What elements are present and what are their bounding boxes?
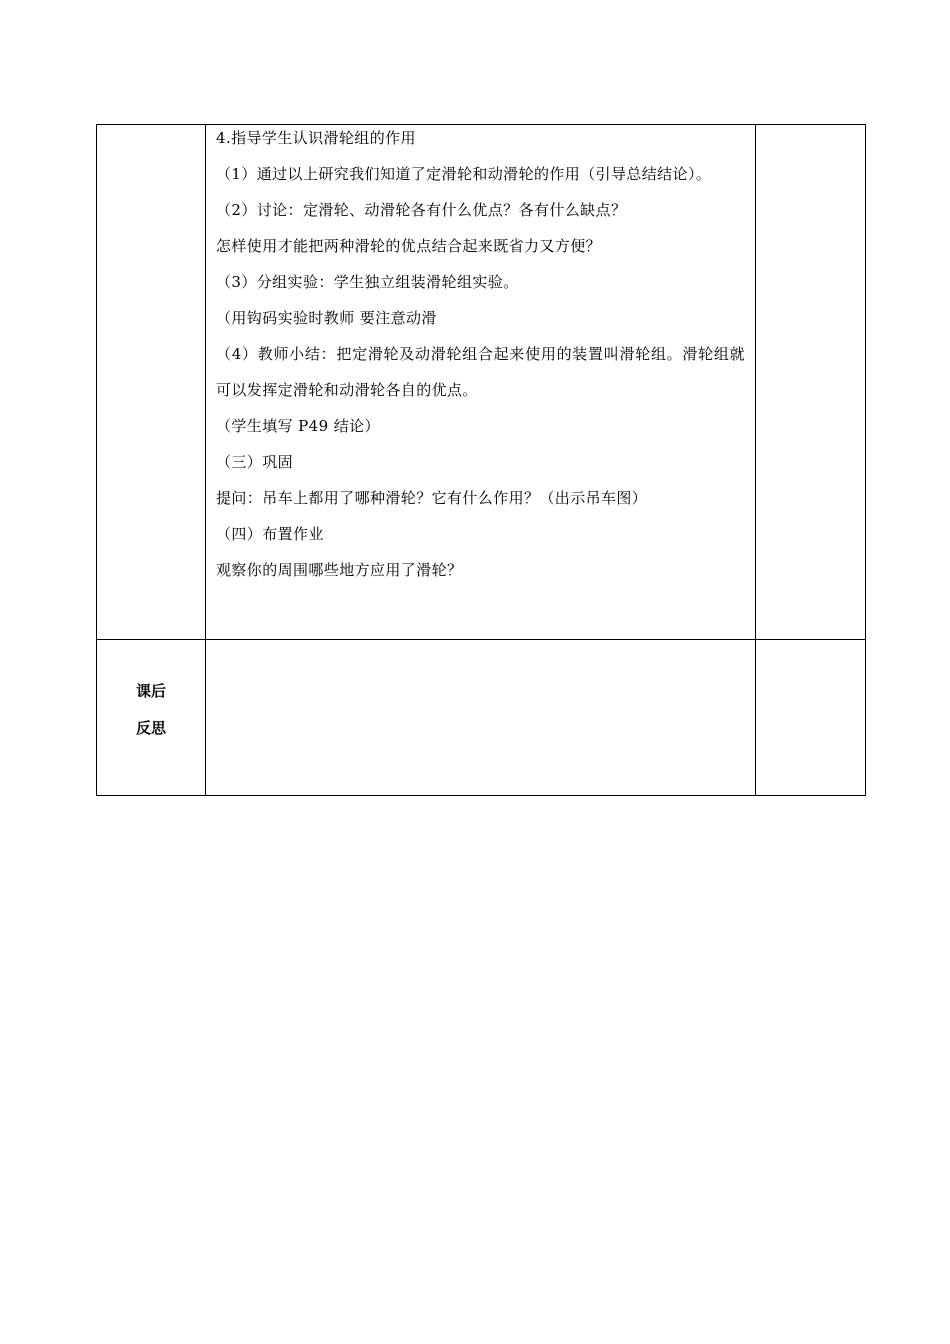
content-line: （2）讨论：定滑轮、动滑轮各有什么优点？各有什么缺点？	[216, 201, 627, 219]
lesson-plan-table	[96, 124, 866, 796]
content-line: 提问：吊车上都用了哪种滑轮？它有什么作用？（出示吊车图）	[216, 489, 648, 507]
content-line: （4）教师小结：把定滑轮及动滑轮组合起来使用的装置叫滑轮组。滑轮组就可以发挥定滑轮和动滑轮各自的优点。	[216, 345, 745, 399]
content-line: （学生填写 P49 结论）	[216, 417, 380, 435]
content-line: （1）通过以上研究我们知道了定滑轮和动滑轮的作用（引导总结结论）。	[216, 165, 712, 183]
content-line: （用钩码实验时教师 要注意动滑	[216, 309, 437, 327]
reflection-notes-cell	[756, 640, 866, 796]
content-line: （3）分组实验：学生独立组装滑轮组实验。	[216, 273, 519, 291]
content-line: （三）巩固	[216, 453, 294, 471]
content-line: 观察你的周围哪些地方应用了滑轮？	[216, 561, 463, 579]
row-label-cell	[97, 125, 206, 640]
content-line: （四）布置作业	[216, 525, 324, 543]
teaching-content-cell	[206, 125, 756, 640]
reflection-label-line1: 课后	[135, 682, 166, 700]
table-row-reflection	[97, 640, 866, 796]
notes-cell	[756, 125, 866, 640]
reflection-content-cell	[206, 640, 756, 796]
teaching-content	[206, 125, 755, 587]
reflection-label	[97, 640, 205, 747]
reflection-label-line2: 反思	[135, 719, 166, 737]
reflection-label-cell	[97, 640, 206, 796]
content-line-heading: 4.指导学生认识滑轮组的作用	[216, 129, 416, 147]
content-line: 怎样使用才能把两种滑轮的优点结合起来既省力又方便？	[216, 237, 602, 255]
table-row-teaching-process	[97, 125, 866, 640]
